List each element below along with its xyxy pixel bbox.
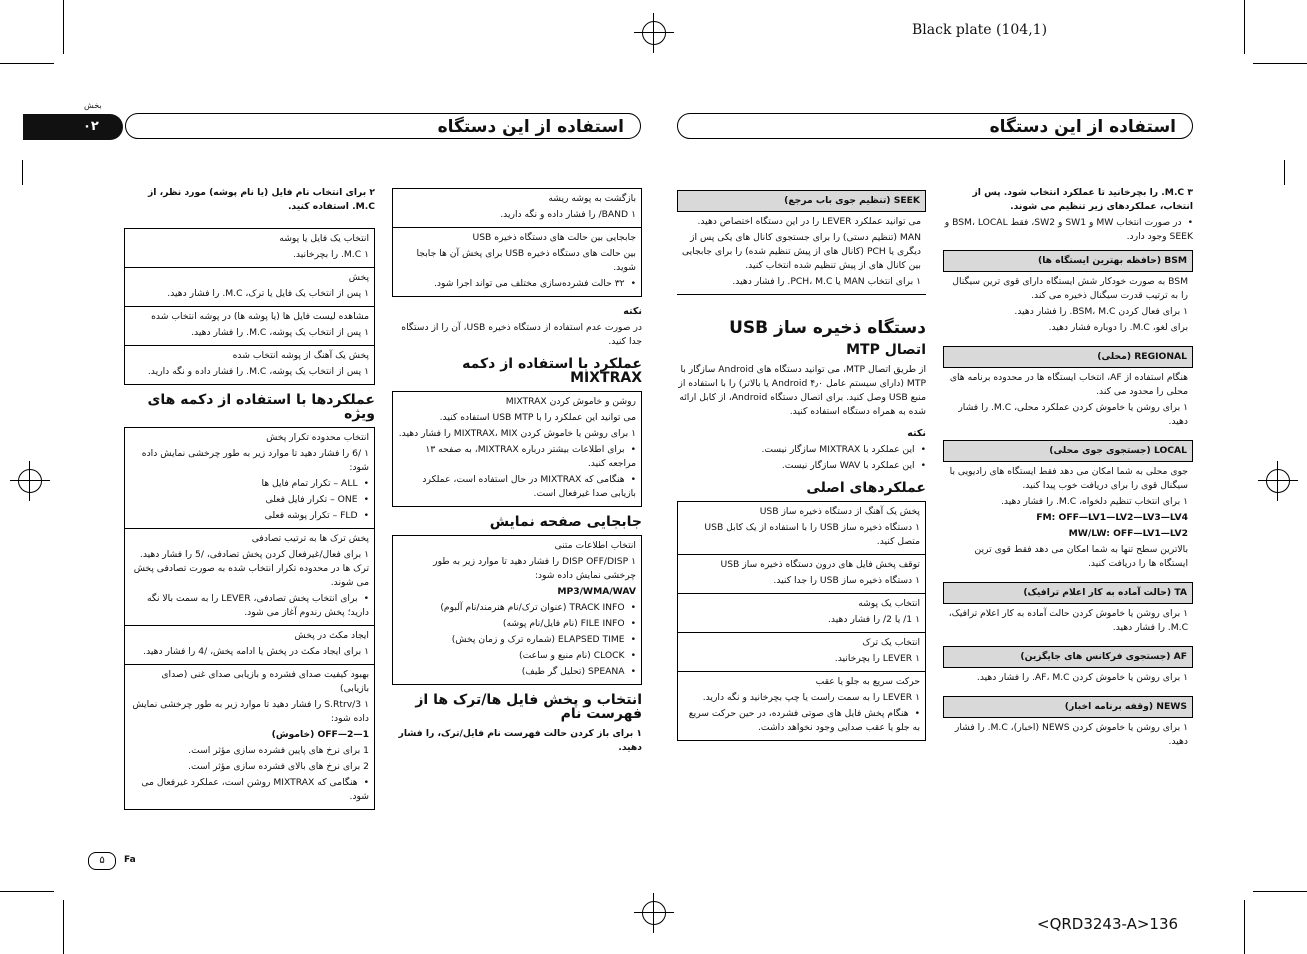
list-item: • ALL – تکرار تمام فایل ها (130, 477, 369, 491)
left-page-banner: استفاده از این دستگاه (125, 113, 641, 139)
note-text: در صورت عدم استفاده از دستگاه ذخیره USB، آن را از دستگاه جدا کنید. (401, 322, 642, 347)
chapter-label: بخش (84, 101, 102, 110)
cell-step: ۱ LEVER را بچرخانید. (834, 653, 920, 664)
cell-title: توقف پخش فایل های درون دستگاه ذخیره ساز USB (720, 559, 920, 570)
body-text: FM: OFF—LV1—LV2—LV3—LV4 (1036, 512, 1188, 523)
section-body (943, 604, 1193, 640)
cell-step: می توانید این عملکرد را با USB MTP استفاده کنید. (439, 412, 636, 423)
registration-mark-bottom-center (634, 893, 674, 933)
chapter-tab (23, 114, 123, 140)
section-header: AF (جستجوی فرکانس های جایگزین) (943, 646, 1193, 668)
special-buttons-table (124, 427, 375, 810)
section-body (943, 718, 1193, 754)
cell-title: حرکت سریع به جلو یا عقب (815, 676, 920, 687)
step-text: ۳ M.C. را بچرخانید تا عملکرد انتخاب شود. پس از انتخاب، عملکردهای زیر تنظیم می شوند. (972, 187, 1193, 212)
section-header: REGIONAL (محلی) (943, 346, 1193, 368)
section-heading: عملکردها با استفاده از دکمه های ویژه (147, 392, 375, 422)
section-body (943, 368, 1193, 434)
section-header: BSM (حافظه بهترین ایستگاه ها) (943, 250, 1193, 272)
body-text: جوی محلی به شما امکان می دهد فقط ایستگاه های رادیویی با سیگنال قوی را برای دریافت خوب پیدا کنید. (949, 466, 1188, 491)
list-item: • برای اطلاعات بیشتر درباره MIXTRAX، به صفحه ۱۳ مراجعه کنید. (398, 443, 636, 471)
cell-title: انتخاب یک فایل یا پوشه (279, 233, 369, 244)
section-heading: انتخاب و پخش فایل ها/ترک ها از فهرست نام (415, 692, 642, 722)
section-heading: جابجایی صفحه نمایش (489, 514, 642, 530)
cell-title: پخش یک آهنگ از پوشه انتخاب شده (232, 350, 369, 361)
step-text: ۲ برای انتخاب نام فایل (یا نام پوشه) مورد نظر، از M.C. استفاده کنید. (148, 187, 375, 212)
margin-line (1284, 160, 1285, 185)
column-3 (677, 190, 926, 741)
section-heading: عملکردهای اصلی (806, 480, 926, 496)
body-text: MAN (تنظیم دستی) را برای جستجوی کانال های یکی پس از دیگری یا PCH (کانال های از پیش تنظیم شده) را برای جابجایی بین کانال های از پیش تنظیم شده انتخاب کنید. (681, 232, 921, 271)
list-item: • CLOCK (نام منبع و ساعت) (398, 649, 636, 663)
trim-line (1253, 891, 1307, 892)
cell-step: ۱ M.C. را بچرخانید. (293, 249, 369, 260)
column-2 (392, 188, 642, 757)
trim-line (1253, 63, 1307, 64)
plate-label: Black plate (104,1) (912, 22, 1048, 38)
list-item: • ELAPSED TIME (شماره ترک و زمان پخش) (398, 633, 636, 647)
list-item: • در صورت انتخاب MW و SW1 و SW2، فقط BSM، LOCAL و SEEK وجود دارد. (943, 216, 1193, 244)
cell-title: بازگشت به پوشه ریشه (548, 193, 636, 204)
step-text: ۱ برای باز کردن حالت فهرست نام فایل/ترک، را فشار دهید. (398, 728, 642, 753)
language-label: Fa (124, 855, 136, 865)
trim-line (0, 891, 54, 892)
trim-line (1244, 0, 1245, 54)
body-text: ۱ برای روشن یا خاموش کردن NEWS (اخبار)، M.C. را فشار دهید. (954, 722, 1188, 747)
list-item: • ONE – تکرار فایل فعلی (130, 493, 369, 507)
registration-mark-top-center (634, 13, 674, 53)
trim-line (0, 63, 54, 64)
cell-title: ایجاد مکث در پخش (294, 630, 369, 641)
section-body (943, 668, 1193, 690)
body-text: ۱ برای روشن یا خاموش کردن AF، M.C. را فشار دهید. (976, 672, 1188, 683)
column-4 (943, 186, 1193, 754)
body-text: ۱ برای انتخاب تنظیم دلخواه، M.C. را فشار دهید. (1000, 496, 1188, 507)
registration-mark-left (10, 461, 50, 501)
cell-step: ۱ BAND/ را فشار داده و نگه دارید. (500, 209, 636, 220)
right-page-banner: استفاده از این دستگاه (677, 113, 1193, 139)
cell-step: ۱ پس از انتخاب یک پوشه، M.C. را فشار داده و نگه دارید. (147, 366, 369, 377)
body-text: MW/LW: OFF—LV1—LV2 (1068, 528, 1188, 539)
section-body (943, 272, 1193, 340)
list-item: • این عملکرد با MIXTRAX سازگار نیست. (677, 443, 926, 457)
section-body (943, 462, 1193, 576)
section-header: TA (حالت آماده به کار اعلام ترافیک) (943, 582, 1193, 604)
cell-step: MP3/WMA/WAV (557, 586, 636, 597)
registration-mark-right (1258, 461, 1298, 501)
list-item: • FILE INFO (نام فایل/نام پوشه) (398, 617, 636, 631)
cell-title: روشن و خاموش کردن MIXTRAX (505, 396, 636, 407)
trim-line (1244, 900, 1245, 954)
cell-step: ۱ پس از انتخاب یک فایل یا ترک، M.C. را فشار دهید. (167, 288, 369, 299)
cell-title: پخش یک آهنگ از دستگاه ذخیره ساز USB (759, 506, 920, 517)
list-item: • هنگامی که MIXTRAX در حال استفاده است، عملکرد بازیابی صدا غیرفعال است. (398, 473, 636, 501)
body-text: می توانید عملکرد LEVER را در این دستگاه اختصاص دهید. (697, 216, 921, 227)
function-table (392, 188, 642, 297)
body-text: ۱ برای روشن یا خاموش کردن عملکرد محلی، M.C. را فشار دهید. (958, 402, 1188, 427)
list-item: • هنگام پخش فایل های صوتی فشرده، در حین حرکت سریع به جلو یا عقب صدایی وجود نخواهد داشت. (683, 707, 920, 735)
trim-line (63, 900, 64, 954)
cell-title: بهبود کیفیت صدای فشرده و بازیابی صدای غنی (صدای بازیابی) (161, 669, 369, 694)
cell-title: جابجایی بین حالت های دستگاه ذخیره USB (472, 232, 636, 243)
subsection-heading: اتصال MTP (846, 342, 926, 358)
section-heading: دستگاه ذخیره ساز USB (729, 318, 926, 338)
note-title: نکته (907, 428, 926, 439)
body-text: ۱ برای روشن یا خاموش کردن حالت آماده به کار اعلام ترافیک، M.C. را فشار دهید. (948, 608, 1188, 633)
cell-step: OFF—2—1 (خاموش) (271, 729, 369, 740)
cell-title: پخش ترک ها به ترتیب تصادفی (251, 533, 369, 544)
cell-step: ۱ پس از انتخاب یک پوشه، M.C. را فشار دهید. (191, 327, 369, 338)
cell-title: پخش (348, 272, 369, 283)
body-text: ۱ برای انتخاب MAN یا PCH، M.C. را فشار دهید. (732, 276, 921, 287)
cell-title: انتخاب اطلاعات متنی (554, 540, 636, 551)
cell-title: مشاهده لیست فایل ها (یا پوشه ها) در پوشه انتخاب شده (151, 311, 369, 322)
cell-title: انتخاب محدوده تکرار پخش (266, 432, 369, 443)
cell-step: ۱ DISP OFF/DISP را فشار دهید تا موارد زیر به طور چرخشی نمایش داده شود: (433, 556, 636, 581)
section-header: NEWS (وقفه برنامه اخبار) (943, 696, 1193, 718)
list-item: • برای انتخاب پخش تصادفی، LEVER را به سمت بالا نگه دارید؛ پخش رندوم آغاز می شود. (130, 592, 369, 620)
cell-step: ۱ دستگاه ذخیره ساز USB را جدا کنید. (773, 575, 920, 586)
cell-step: ۱ LEVER را به سمت راست یا چپ بچرخانید و نگه دارید. (702, 692, 920, 703)
cell-title: انتخاب یک ترک (862, 637, 920, 648)
chapter-number: ۰۲ (83, 119, 99, 134)
section-header: LOCAL (جستجوی جوی محلی) (943, 440, 1193, 462)
cell-step: ۱ 1/ یا 2/ را فشار دهید. (828, 614, 920, 625)
cell-step: 1 برای نرخ های پایین فشرده سازی مؤثر است. (188, 745, 369, 756)
list-item: • FLD – تکرار پوشه فعلی (130, 509, 369, 523)
document-code: <QRD3243-A>136 (1037, 915, 1179, 933)
body-text: بالاترین سطح تنها به شما امکان می دهد فقط قوی ترین ایستگاه ها را دریافت کنید. (974, 544, 1188, 569)
basic-functions-table (677, 501, 926, 741)
cell-step: ۱ برای روشن یا خاموش کردن MIXTRAX، MIX را فشار دهید. (398, 428, 636, 439)
cell-step: ۱ برای ایجاد مکث در پخش یا ادامه پخش، /4 را فشار دهید. (143, 646, 369, 657)
list-item: • TRACK INFO (عنوان ترک/نام هنرمند/نام آلبوم) (398, 601, 636, 615)
body-text: ۱ برای فعال کردن BSM، M.C. را فشار دهید. (1014, 306, 1188, 317)
section-heading: عملکرد با استفاده از دکمه MIXTRAX (462, 356, 642, 386)
cell-title: انتخاب یک پوشه (858, 598, 920, 609)
function-table (124, 228, 375, 385)
list-item: • این عملکرد با WAV سازگار نیست. (677, 459, 926, 473)
cell-step: ۱ S.Rtrv/3 را فشار دهید تا موارد زیر به طور چرخشی نمایش داده شود: (132, 699, 369, 724)
body-text: از طریق اتصال MTP، می توانید دستگاه های Android سازگار با MTP (دارای سیستم عامل Android ۴٫۰ یا بالاتر) را با استفاده از منبع USB وصل کنید. برای اتصال دستگاه Android، از کابل ارائه شده به همراه دستگاه استفاده کنید. (678, 364, 926, 417)
list-item: • SPEANA (تحلیل گر طیف) (398, 665, 636, 679)
body-text: BSM به صورت خودکار شش ایستگاه دارای قوی ترین سیگنال را به ترتیب قدرت سیگنال ذخیره می کند. (952, 276, 1188, 301)
body-text: هنگام استفاده از AF، انتخاب ایستگاه ها در محدوده برنامه های محلی را محدود می کند. (949, 372, 1188, 397)
list-item: • ۳۲ حالت فشرده‌سازی مختلف می تواند اجرا شود. (398, 277, 636, 291)
body-text: برای لغو، M.C. را دوباره فشار دهید. (1048, 322, 1188, 333)
display-table (392, 535, 642, 685)
cell-step: 2 برای نرخ های بالای فشرده سازی مؤثر است. (188, 761, 369, 772)
cell-step: ۱ دستگاه ذخیره ساز USB را با استفاده از یک کابل USB متصل کنید. (704, 522, 920, 547)
mixtrax-table (392, 391, 642, 507)
page-number: ۵ (88, 852, 116, 870)
cell-step: ۱ /6 را فشار دهید تا موارد زیر به طور چرخشی نمایش داده شود: (141, 448, 369, 473)
trim-line (63, 0, 64, 54)
note-title: نکته (623, 306, 642, 317)
section-body (677, 212, 926, 295)
column-1 (124, 186, 375, 810)
section-header: SEEK (تنظیم جوی باب مرجع) (677, 190, 926, 212)
cell-step: ۱ برای فعال/غیرفعال کردن پخش تصادفی، /5 را فشار دهید. ترک ها در محدوده تکرار انتخاب شده به صورت تصادفی پخش می شوند. (133, 549, 369, 588)
cell-step: بین حالت های دستگاه ذخیره USB برای پخش آن ها جابجا شوید. (416, 248, 636, 273)
list-item: • هنگامی که MIXTRAX روشن است، عملکرد غیرفعال می شود. (130, 776, 369, 804)
margin-line (22, 160, 23, 185)
